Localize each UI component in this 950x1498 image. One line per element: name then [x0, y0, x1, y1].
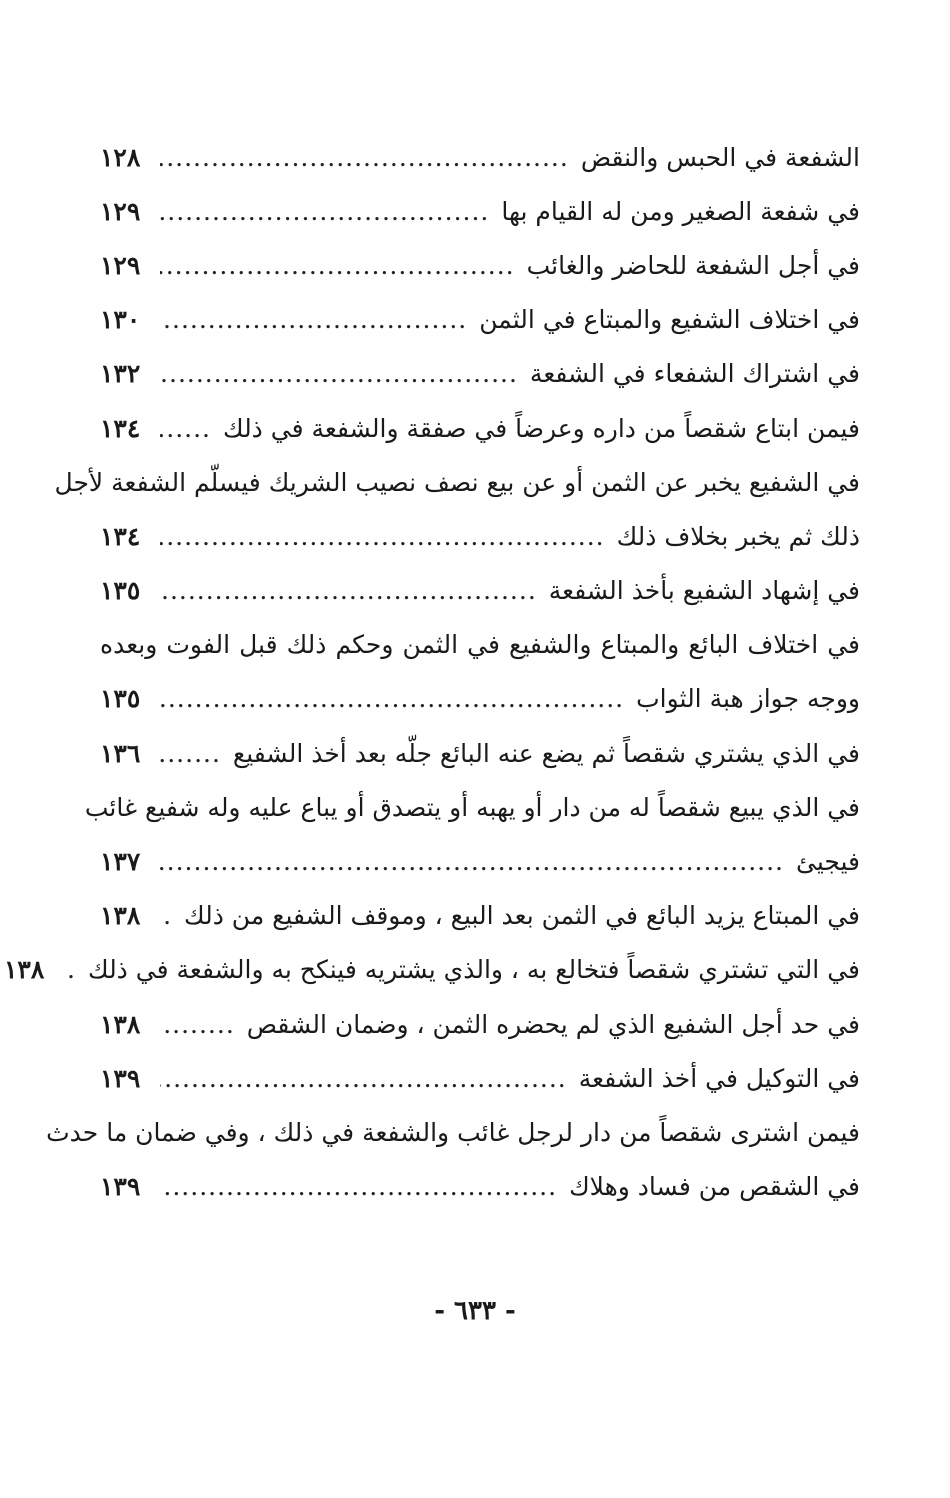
toc-entry-page: ١٣٩ — [100, 1172, 141, 1202]
toc-entry-title: في الشقص من فساد وهلاك — [569, 1172, 860, 1202]
toc-entry-title: فيجيئ — [795, 847, 860, 877]
toc-entry — [100, 672, 860, 726]
toc-entry — [100, 564, 860, 618]
dot-leader — [64, 957, 88, 982]
toc-entry — [46, 1105, 860, 1159]
toc-entry — [100, 293, 860, 347]
dot-leader — [160, 1174, 569, 1199]
toc-entry-title: في الذي يبيع شقصاً له من دار أو يهبه أو يتصدق أو يباع عليه وله شفيع غائب — [84, 792, 860, 822]
toc-entry — [100, 834, 860, 888]
dot-leader — [160, 849, 796, 874]
toc-entry — [100, 238, 860, 292]
toc-entry — [100, 889, 860, 943]
dot-leader — [160, 307, 479, 332]
toc-entry — [100, 997, 860, 1051]
dot-leader — [160, 361, 530, 386]
toc-entry-page: ١٣٨ — [100, 901, 141, 931]
toc-entry-page: ١٣٩ — [100, 1063, 141, 1093]
toc-entry-page: ١٣٨ — [100, 1009, 141, 1039]
toc-entry-title: في التوكيل في أخذ الشفعة — [578, 1063, 860, 1093]
dot-leader — [160, 524, 617, 549]
toc-entry-page: ١٢٩ — [100, 196, 141, 226]
toc-entry — [100, 1160, 860, 1214]
toc-entry — [4, 943, 860, 997]
toc-entry-title: في اختلاف الشفيع والمبتاع في الثمن — [479, 305, 860, 335]
toc-entry-page: ١٣٥ — [100, 576, 141, 606]
table-of-contents — [4, 130, 860, 1214]
toc-entry — [100, 184, 860, 238]
toc-entry-page: ١٣٥ — [100, 684, 141, 714]
toc-entry — [100, 618, 860, 672]
toc-entry — [100, 130, 860, 184]
toc-entry-page: ١٣٢ — [100, 359, 141, 389]
toc-entry-page: ١٣٤ — [100, 521, 141, 551]
page-number: - ٦٣٣ - — [434, 1296, 516, 1326]
toc-entry-title: في الذي يشتري شقصاً ثم يضع عنه البائع جلّه بعد أخذ الشفيع — [232, 738, 860, 768]
dot-leader — [160, 416, 223, 441]
toc-entry-title: في اشتراك الشفعاء في الشفعة — [529, 359, 860, 389]
toc-entry — [100, 1051, 860, 1105]
toc-entry-title: في التي تشتري شقصاً فتخالع به ، والذي يشتريه فينكح به والشفعة في ذلك — [88, 955, 860, 985]
toc-entry-title: في الشفيع يخبر عن الثمن أو عن بيع نصف نصيب الشريك فيسلّم الشفعة لأجل — [54, 467, 860, 497]
toc-entry — [100, 726, 860, 780]
dot-leader — [160, 686, 636, 711]
toc-entry — [100, 509, 860, 563]
toc-entry-title: ووجه جواز هبة الثواب — [636, 684, 860, 714]
toc-entry — [84, 780, 860, 834]
toc-entry-page: ١٢٨ — [100, 142, 141, 172]
toc-entry-page: ١٣٦ — [100, 738, 141, 768]
toc-entry-title: في اختلاف البائع والمبتاع والشفيع في الثمن وحكم ذلك قبل الفوت وبعده — [100, 630, 860, 660]
dot-leader — [160, 903, 184, 928]
toc-entry-title: فيمن اشترى شقصاً من دار لرجل غائب والشفعة في ذلك ، وفي ضمان ما حدث — [46, 1117, 860, 1147]
toc-entry-page: ١٣٠ — [100, 305, 141, 335]
dot-leader — [160, 1066, 579, 1091]
toc-entry — [54, 455, 860, 509]
dot-leader — [160, 1012, 247, 1037]
dot-leader — [160, 199, 501, 224]
toc-entry-page: ١٢٩ — [100, 250, 141, 280]
toc-entry — [100, 401, 860, 455]
toc-entry — [100, 347, 860, 401]
toc-entry-title: في حد أجل الشفيع الذي لم يحضره الثمن ، وضمان الشقص — [246, 1009, 860, 1039]
dot-leader — [160, 253, 527, 278]
toc-entry-title: فيمن ابتاع شقصاً من داره وعرضاً في صفقة والشفعة في ذلك — [223, 413, 860, 443]
dot-leader — [160, 741, 233, 766]
toc-entry-page: ١٣٨ — [4, 955, 45, 985]
toc-entry-title: في أجل الشفعة للحاضر والغائب — [526, 250, 860, 280]
toc-entry-page: ١٣٧ — [100, 847, 141, 877]
toc-entry-title: في شفعة الصغير ومن له القيام بها — [501, 196, 860, 226]
dot-leader — [160, 145, 581, 170]
toc-entry-title: ذلك ثم يخبر بخلاف ذلك — [616, 521, 860, 551]
toc-entry-page: ١٣٤ — [100, 413, 141, 443]
toc-entry-title: في إشهاد الشفيع بأخذ الشفعة — [548, 576, 860, 606]
toc-entry-title: في المبتاع يزيد البائع في الثمن بعد البيع ، وموقف الشفيع من ذلك — [184, 901, 860, 931]
dot-leader — [160, 578, 549, 603]
toc-entry-title: الشفعة في الحبس والنقض — [580, 142, 860, 172]
